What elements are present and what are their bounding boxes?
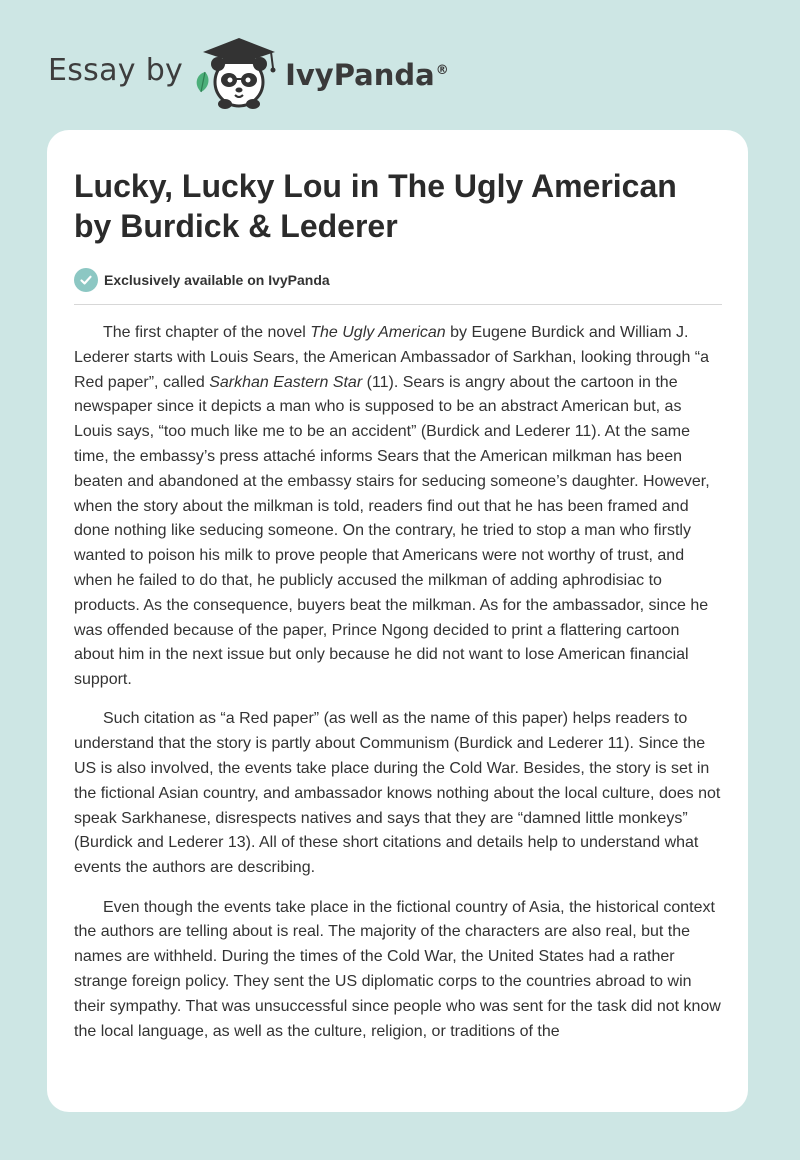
brand-logo[interactable] xyxy=(48,36,449,108)
paragraph-1-part-a: The first chapter of the novel xyxy=(103,324,311,341)
registered-mark: ® xyxy=(435,63,449,79)
paragraph-1-part-c: (11). Sears is angry about the cartoon in the newspaper since it depicts a man who is supposed to be an abstract American but, as Louis says, “too much like me to be an accident” (Burdick and Lederer 11). At the same time, the embassy’s press attaché informs Sears that the American milkman has been beaten and abandoned at the embassy stairs for seducing someone’s daughter. However, when the story about the milkman is told, readers find out that he has been framed and done nothing like seducing someone. On the contrary, he tried to stop a man who firstly wanted to poison his milk to prove people that Americans were not worthy of trust, and when he failed to do that, he publicly accused the milkman of adding aphrodisiac to products. As the consequence, buyers beat the milkman. As for the ambassador, since he was offended because of the paper, Prince Ngong decided to print a flattering cartoon about him in the next issue but only because he did not want to lose American financial support. xyxy=(74,373,710,689)
brand-name: IvyPanda® xyxy=(285,58,449,92)
exclusive-badge xyxy=(74,268,722,305)
page-title: Lucky, Lucky Lou in The Ugly American by Burdick & Lederer xyxy=(74,168,677,244)
paragraph-1 xyxy=(74,321,722,693)
paragraph-1-part-b: by Eugene Burdick and William J. Lederer starts with Louis Sears, the American Ambassador of Sarkhan, looking through “a Red paper”, called xyxy=(74,324,710,391)
brand-prefix: Essay by xyxy=(48,52,184,88)
checkmark-icon xyxy=(79,273,93,287)
badge-label: Exclusively available on IvyPanda xyxy=(104,272,330,288)
essay-body xyxy=(74,321,722,1044)
book-title: The Ugly American xyxy=(310,324,446,341)
paragraph-2: Such citation as “a Red paper” (as well as the name of this paper) helps readers to understand that the story is partly about Communism (Burdick and Lederer 11). Since the US is also involved, the events take place during the Cold War. Besides, the story is set in the fictional Asian country, and ambassador knows nothing about the local culture, does not speak Sarkhanese, disrespects natives and says that they are “damned little monkeys” (Burdick and Lederer 13). All of these short citations and details help to understand what events the authors are describing. xyxy=(74,710,721,877)
newspaper-title: Sarkhan Eastern Star xyxy=(209,373,363,391)
essay-card xyxy=(47,130,748,1112)
panda-graduate-icon xyxy=(191,34,283,110)
paragraph-3: Even though the events take place in the fictional country of Asia, the historical context the authors are telling about is real. The majority of the characters are also real, but the names are withheld. During the times of the Cold War, the United States had a rather strange foreign policy. They sent the US diplomatic corps to the countries abroad to win their sympathy. That was unsuccessful since people who was sent for the task did not know the local language, as well as the culture, religion, or traditions of the xyxy=(74,898,721,1040)
check-circle-icon xyxy=(74,268,98,292)
